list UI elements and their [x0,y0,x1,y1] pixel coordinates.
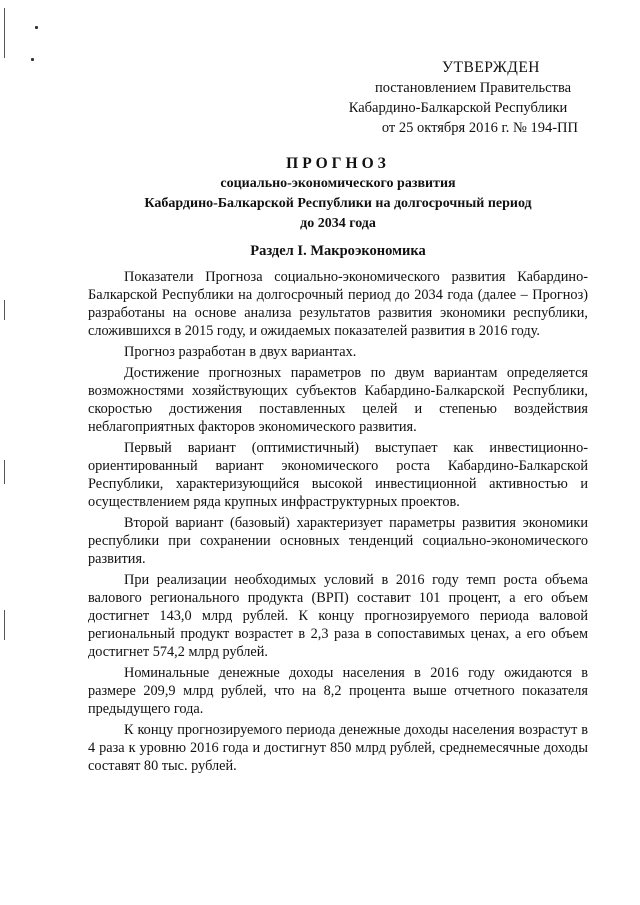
approval-line-2: Кабардино-Балкарской Республики [348,100,568,116]
document-subtitle-line-1: социально-экономического развития [220,176,456,191]
document-title-block [88,154,588,234]
scan-margin-mark [4,610,5,640]
paragraph: К концу прогнозируемого периода денежные доходы населения возрастут в 4 раза к уровню 2016 года и достигнут 850 млрд рублей, среднемесячные доходы составят 80 тыс. рублей. [88,722,588,774]
paragraph: Второй вариант (базовый) характеризует параметры развития экономики республики при сохранении основных тенденций социально-экономического развития. [88,515,588,567]
paragraph: При реализации необходимых условий в 2016 году темп роста объема валового регионального продукта (ВРП) составит 101 процент, а его объем достигнет 143,0 млрд рублей. К концу прогнозируемого периода валовой региональный продукт возрастет в 2,3 раза в сопоставимых ценах, а его объем достигнет 574,2 млрд рублей. [88,572,588,660]
scan-margin-mark [4,300,5,320]
document-title: ПРОГНОЗ [286,155,390,172]
scan-margin-mark [4,460,5,484]
document-body [88,268,588,778]
paragraph: Номинальные денежные доходы населения в 2016 году ожидаются в размере 209,9 млрд рублей, что на 8,2 процента выше отчетного показателя предыдущего года. [88,665,588,717]
document-subtitle-line-3: до 2034 года [300,216,376,231]
scan-dot [31,58,34,61]
paragraph: Показатели Прогноза социально-экономического развития Кабардино-Балкарской Республики на долгосрочный период до 2034 года (далее – Прогноз) разработаны на основе анализа результатов развития экономики республики, сложившихся в 2015 году, и ожидаемых показателей развития в 2016 году. [88,269,588,339]
paragraph: Первый вариант (оптимистичный) выступает как инвестиционно-ориентированный вариант экономического роста Кабардино-Балкарской Республики, характеризующийся высокой инвестиционной активностью и осуществлением ряда крупных инфраструктурных проектов. [88,440,588,510]
paragraph: Прогноз разработан в двух вариантах. [124,344,357,360]
paragraph: Достижение прогнозных параметров по двум вариантам определяется возможностями хозяйствующих субъектов Кабардино-Балкарской Республики, скоростью достижения поставленных целей и степенью воздействия неблагоприятных факторов экономического развития. [88,365,588,435]
approval-line-3: от 25 октября 2016 г. № 194-ПП [381,120,578,136]
scan-dot [35,26,38,29]
approval-heading: УТВЕРЖДЕН [442,59,540,76]
section-heading: Раздел I. Макроэкономика [250,243,426,259]
approval-line-1: постановлением Правительства [374,80,572,96]
document-subtitle-line-2: Кабардино-Балкарской Республики на долгосрочный период [144,196,532,211]
scan-margin-mark [4,8,5,58]
approval-stamp-block [338,58,578,138]
